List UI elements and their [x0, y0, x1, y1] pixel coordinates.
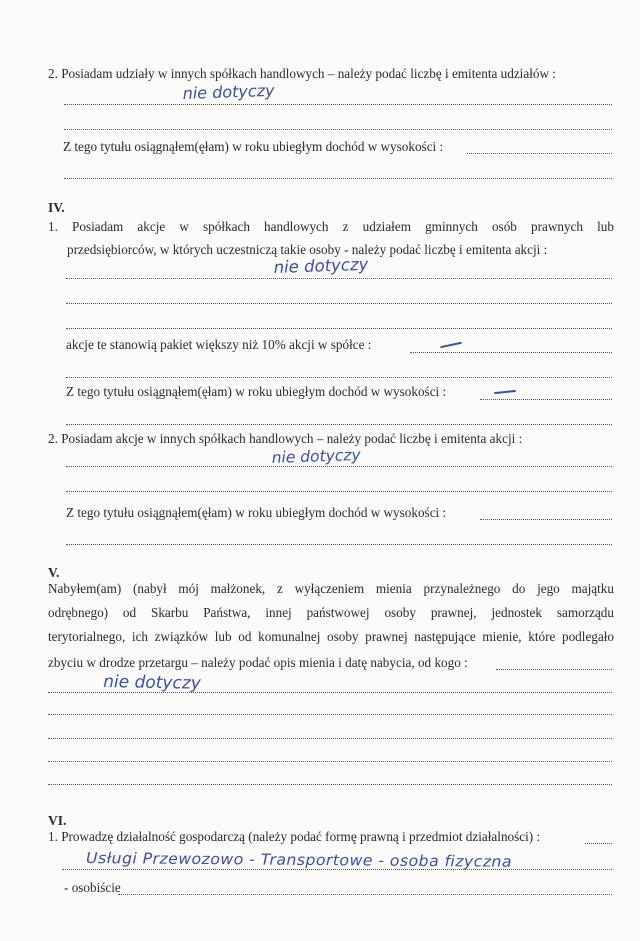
- s5-line3: terytorialnego, ich związków lub od komunalnej osoby prawnej następujące mienie, które podlegało: [48, 629, 614, 644]
- s5-line1: Nabyłem(am) (nabył mój małżonek, z wyłączeniem mienia przynależnego do jego majątku: [48, 581, 614, 596]
- answer-line[interactable]: [64, 104, 612, 105]
- answer-line[interactable]: [48, 714, 612, 715]
- s3-item2-handwritten-answer: nie dotyczy: [182, 80, 275, 103]
- answer-line[interactable]: [48, 738, 612, 739]
- answer-line[interactable]: [66, 328, 612, 329]
- section-vi-heading: VI.: [48, 813, 67, 828]
- answer-line[interactable]: [496, 669, 612, 670]
- s3-item2-label: 2. Posiadam udziały w innych spółkach handlowych – należy podać liczbę i emitenta udziałów :: [48, 66, 556, 81]
- s4-item1-handwritten-answer: nie dotyczy: [273, 254, 369, 277]
- income-line[interactable]: [480, 519, 612, 520]
- s6-sub-label: - osobiście: [64, 880, 121, 895]
- income-line[interactable]: [467, 153, 612, 154]
- answer-line[interactable]: [66, 491, 612, 492]
- answer-line[interactable]: [66, 466, 612, 467]
- s3-income-label: Z tego tytułu osiągnąłem(ęłam) w roku ubiegłym dochód w wysokości :: [63, 139, 444, 154]
- answer-line[interactable]: [64, 178, 612, 179]
- handwritten-dash: [494, 390, 516, 394]
- answer-line[interactable]: [66, 424, 612, 425]
- section-v-heading: V.: [48, 565, 60, 580]
- s5-line4: zbyciu w drodze przetargu – należy podać opis mienia i datę nabycia, od kogo :: [48, 655, 468, 670]
- answer-line[interactable]: [66, 377, 612, 378]
- s5-handwritten-answer: nie dotyczy: [103, 672, 201, 694]
- answer-line[interactable]: [48, 761, 612, 762]
- handwritten-dash: [440, 342, 462, 348]
- answer-line[interactable]: [66, 278, 612, 279]
- section-iv-heading: IV.: [48, 200, 65, 215]
- s4-income-label: Z tego tytułu osiągnąłem(ęłam) w roku ubiegłym dochód w wysokości :: [66, 384, 447, 399]
- answer-line[interactable]: [118, 894, 612, 895]
- income-line[interactable]: [480, 399, 612, 400]
- s4-item2-income-label: Z tego tytułu osiągnąłem(ęłam) w roku ubiegłym dochód w wysokości :: [66, 505, 447, 520]
- s4-package-label: akcje te stanowią pakiet większy niż 10% akcji w spółce :: [66, 337, 372, 352]
- s4-item1-line2: przedsiębiorców, w których uczestniczą takie osoby - należy podać liczbę i emitenta akcji :: [67, 242, 548, 257]
- answer-line[interactable]: [64, 129, 612, 130]
- answer-line[interactable]: [48, 784, 612, 785]
- s6-handwritten-answer: Usługi Przewozowo - Transportowe - osoba fizyczna: [86, 849, 513, 871]
- answer-line[interactable]: [585, 843, 612, 844]
- s6-item1-label: 1. Prowadzę działalność gospodarczą (należy podać formę prawną i przedmiot działalności) :: [48, 829, 541, 844]
- s4-item1-line1: 1. Posiadam akcje w spółkach handlowych z udziałem gminnych osób prawnych lub: [48, 219, 614, 234]
- s5-line2: odrębnego) od Skarbu Państwa, innej państwowej osoby prawnej, jednostek samorządu: [48, 605, 614, 620]
- s4-item2-label: 2. Posiadam akcje w innych spółkach handlowych – należy podać liczbę i emitenta akcji :: [48, 431, 523, 446]
- s4-item2-handwritten-answer: nie dotyczy: [271, 445, 361, 467]
- answer-line[interactable]: [66, 303, 612, 304]
- package-line[interactable]: [410, 352, 612, 353]
- answer-line[interactable]: [66, 544, 612, 545]
